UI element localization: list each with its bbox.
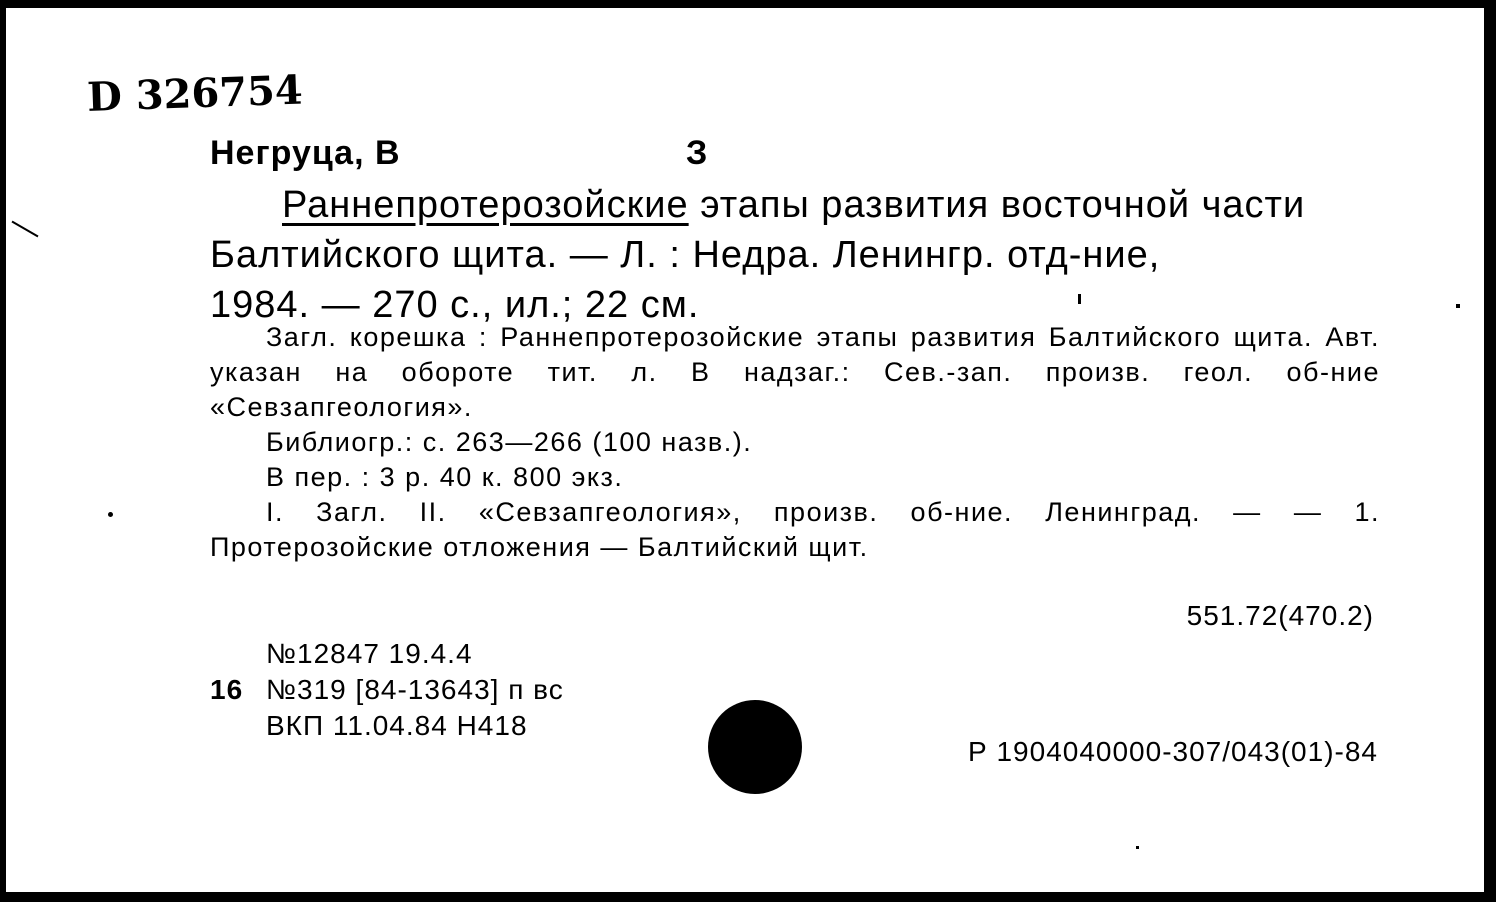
note-price: В пер. : 3 р. 40 к. 800 экз. [266,462,624,492]
scan-speck [1078,294,1081,304]
inventory-block [210,636,564,744]
title-line-3: 1984. — 270 с., ил.; 22 см. [210,284,700,326]
punch-hole [708,700,802,794]
title-description [210,180,1380,330]
bbk-code: Р 1904040000-307/043(01)-84 [968,736,1378,767]
notes [210,320,1380,565]
udc-index: 551.72(470.2) [1186,600,1374,631]
title-rest: этапы развития восточной части [688,184,1306,226]
title-line-1 [210,180,1380,230]
card-code: D 326754 [86,66,304,121]
inventory-count: 16 [210,674,244,705]
note-tracings: I. Загл. II. «Севзапгеология», произв. об-ние. Ленинград. — — 1. Протерозойские отложения — Балтийский щит. [210,497,1380,562]
catalog-card [6,8,1490,892]
note-spine-title: Загл. корешка : Раннепротерозойские этапы развития Балтийского щита. Авт. указан на обороте тит. л. В надзаг.: Сев.-зап. произв. геол. об-ние «Севзапгеология». [210,322,1380,422]
class-mark: З [686,134,708,172]
author: Негруца, В [210,134,401,172]
note-bibliography: Библиогр.: с. 263—266 (100 назв.). [266,427,753,457]
scan-speck [12,221,39,238]
scan-speck [108,512,113,517]
inventory-line-3: ВКП 11.04.84 Н418 [266,710,528,741]
inventory-line-1: №12847 19.4.4 [266,638,473,669]
inventory-line-2: 16 №319 [84-13643] п вс [210,672,564,708]
title-line-2: Балтийского щита. — Л. : Недра. Ленингр. отд-ние, [210,234,1161,276]
scan-speck [1456,304,1460,308]
title-underlined: Раннепротерозойские [282,184,689,226]
scan-speck [1136,846,1139,849]
